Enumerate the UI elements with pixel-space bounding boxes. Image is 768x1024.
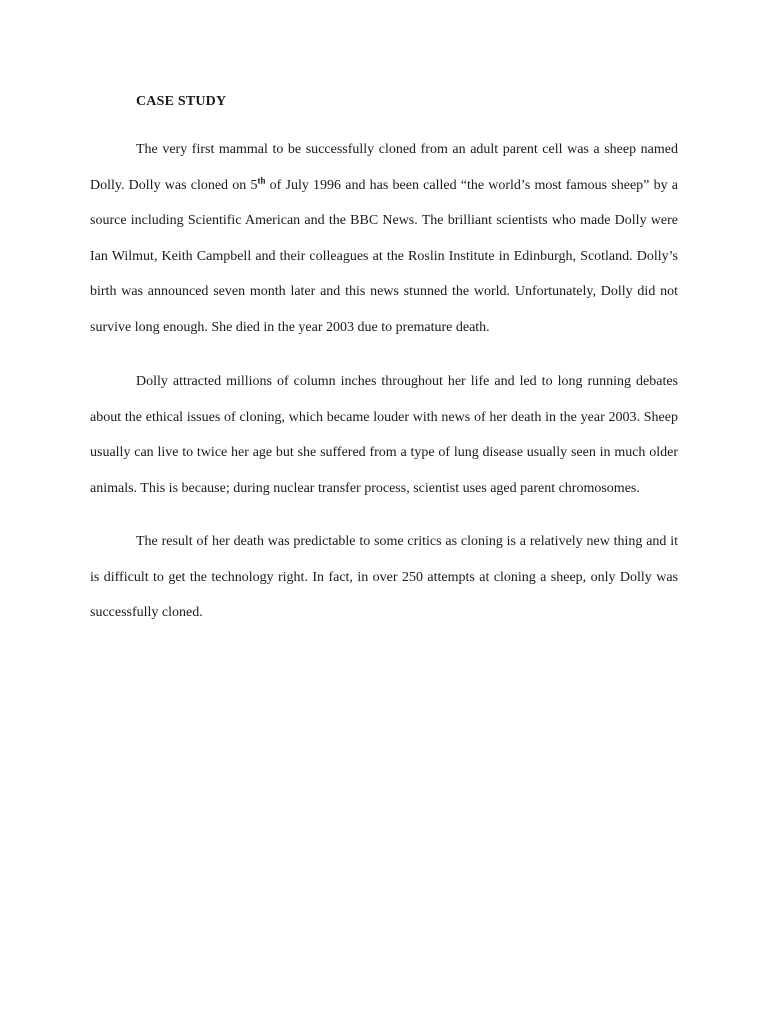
paragraph-text: The very first mammal to be successfully cloned from an adult parent cell was a sheep named Dolly. Dolly was cloned on 5 bbox=[90, 142, 678, 193]
paragraph bbox=[90, 132, 678, 345]
document-title: CASE STUDY bbox=[136, 94, 227, 109]
ordinal-superscript: th bbox=[257, 174, 266, 185]
document-page bbox=[90, 90, 678, 631]
paragraph-text: of July 1996 and has been called “the world’s most famous sheep” by a source including Scientific American and the BBC News. The brilliant scientists who made Dolly were Ian Wilmut, Keith Campbell and their colleagues at the Roslin Institute in Edinburgh, Scotland. Dolly’s birth was announced seven month later and this news stunned the world. Unfortunately, Dolly did not survive long enough. She died in the year 2003 due to premature death. bbox=[90, 177, 678, 335]
paragraph: The result of her death was predictable to some critics as cloning is a relatively new thing and it is difficult to get the technology right. In fact, in over 250 attempts at cloning a sheep, only Dolly was successfully cloned. bbox=[90, 534, 678, 620]
paragraph: Dolly attracted millions of column inches throughout her life and led to long running debates about the ethical issues of cloning, which became louder with news of her death in the year 2003. Sheep usually can live to twice her age but she suffered from a type of lung disease usually seen in much older animals. This is because; during nuclear transfer process, scientist uses aged parent chromosomes. bbox=[90, 374, 678, 496]
